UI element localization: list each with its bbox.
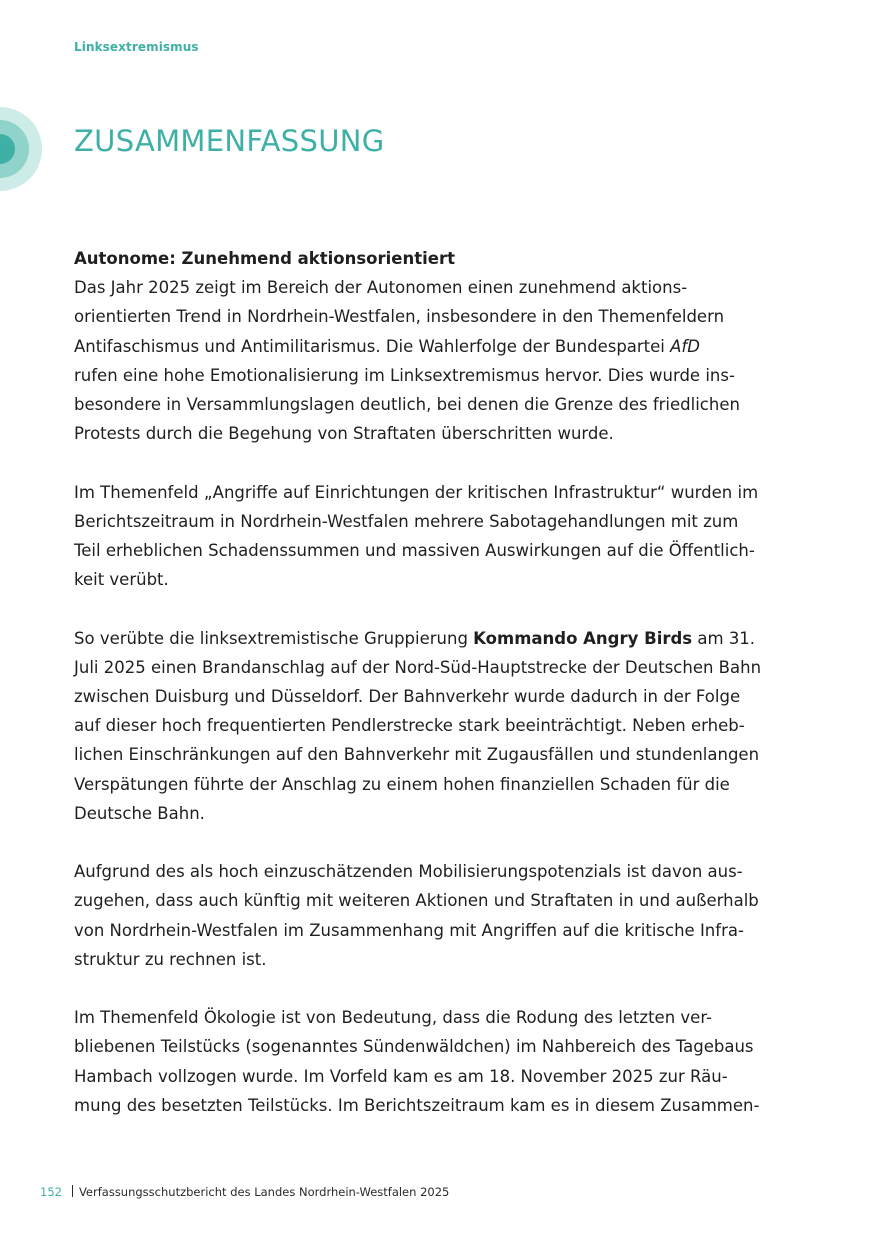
text-line: Juli 2025 einen Brandanschlag auf der Nord-Süd-Hauptstrecke der Deutschen Bahn <box>74 657 762 677</box>
body-text <box>74 244 809 1149</box>
text-line: besondere in Versammlungslagen deutlich, bei denen die Grenze des friedlichen <box>74 395 740 415</box>
text-line: Verspätungen führte der Anschlag zu einem hohen finanziellen Schaden für die <box>74 774 730 794</box>
text-line: Protests durch die Begehung von Straftaten überschritten wurde. <box>74 424 614 444</box>
text-line <box>74 332 809 361</box>
text-line: bliebenen Teilstücks (sogenanntes Sündenwäldchen) im Nahbereich des Tagebaus <box>74 1037 754 1057</box>
paragraph-4 <box>74 857 809 974</box>
text-line: orientierten Trend in Nordrhein-Westfalen, insbesondere in den Themenfeldern <box>74 307 725 327</box>
text-line: Berichtszeitraum in Nordrhein-Westfalen mehrere Sabotagehandlungen mit zum <box>74 511 739 531</box>
text-segment: So verübte die linksextremistische Gruppierung <box>74 628 474 648</box>
text-segment: Antifaschismus und Antimilitarismus. Die Wahlerfolge der Bundespartei <box>74 336 671 356</box>
text-segment: am 31. <box>692 628 756 648</box>
paragraph-1 <box>74 273 809 448</box>
text-line: Aufgrund des als hoch einzuschätzenden Mobilisierungspotenzials ist davon aus- <box>74 862 743 882</box>
text-line: mung des besetzten Teilstücks. Im Berichtszeitraum kam es in diesem Zusammen- <box>74 1095 760 1115</box>
paragraph-2 <box>74 478 809 595</box>
page-footer <box>40 1185 449 1199</box>
text-line: Im Themenfeld Ökologie ist von Bedeutung, dass die Rodung des letzten ver- <box>74 1008 713 1028</box>
text-line: rufen eine hohe Emotionalisierung im Linksextremismus hervor. Dies wurde ins- <box>74 365 735 385</box>
text-line <box>74 624 809 653</box>
page-number: 152 <box>40 1185 62 1199</box>
text-line: Das Jahr 2025 zeigt im Bereich der Autonomen einen zunehmend aktions- <box>74 278 688 298</box>
party-name: AfD <box>670 336 700 356</box>
text-line: struktur zu rechnen ist. <box>74 949 267 969</box>
text-line: Hambach vollzogen wurde. Im Vorfeld kam es am 18. November 2025 zur Räu- <box>74 1066 728 1086</box>
concentric-circles-icon <box>0 107 42 191</box>
text-line: von Nordrhein-Westfalen im Zusammenhang mit Angriffen auf die kritische Infra- <box>74 920 744 940</box>
subsection-heading: Autonome: Zunehmend aktionsorientiert <box>74 249 456 268</box>
text-line: zugehen, dass auch künftig mit weiteren Aktionen und Straftaten in und außerhalb <box>74 891 759 911</box>
footer-divider <box>72 1185 73 1197</box>
text-line: Deutsche Bahn. <box>74 803 205 823</box>
paragraph-3 <box>74 624 809 828</box>
text-line: zwischen Duisburg und Düsseldorf. Der Bahnverkehr wurde dadurch in der Folge <box>74 687 741 707</box>
paragraph-5 <box>74 1003 809 1120</box>
text-line: keit verübt. <box>74 570 169 590</box>
page-title: ZUSAMMENFASSUNG <box>74 124 385 158</box>
publication-title: Verfassungsschutzbericht des Landes Nordrhein-Westfalen 2025 <box>78 1185 450 1199</box>
group-name: Kommando Angry Birds <box>473 628 693 648</box>
running-header: Linksextremismus <box>74 40 199 54</box>
text-line: lichen Einschränkungen auf den Bahnverkehr mit Zugausfällen und stundenlangen <box>74 745 760 765</box>
text-line: Teil erheblichen Schadenssummen und massiven Auswirkungen auf die Öffentlich- <box>74 541 755 561</box>
text-line: auf dieser hoch frequentierten Pendlerstrecke stark beeinträchtigt. Neben erheb- <box>74 716 745 736</box>
text-line: Im Themenfeld „Angriffe auf Einrichtungen der kritischen Infrastruktur“ wurden im <box>74 482 759 502</box>
